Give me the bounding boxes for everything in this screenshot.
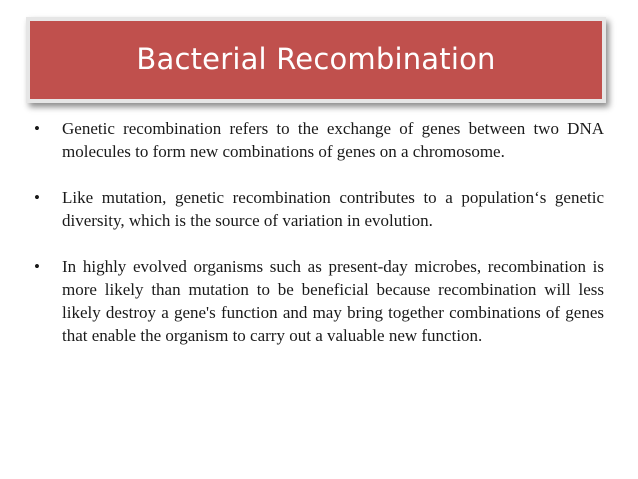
title-banner <box>26 17 606 103</box>
bullet-list <box>34 117 604 370</box>
bullet-text: In highly evolved organisms such as present-day microbes, recombination is more likely than mutation to be beneficial because recombination will less likely destroy a gene's function and may bring together combinations of genes that enable the organism to carry out a valuable new function. <box>62 257 604 345</box>
bullet-icon: • <box>34 257 40 276</box>
bullet-item <box>34 117 604 163</box>
bullet-icon: • <box>34 188 40 207</box>
slide-title: Bacterial Recombination <box>136 42 496 76</box>
bullet-item <box>34 255 604 347</box>
bullet-text: Like mutation, genetic recombination contributes to a population‘s genetic diversity, which is the source of variation in evolution. <box>62 188 604 230</box>
bullet-text: Genetic recombination refers to the exchange of genes between two DNA molecules to form new combinations of genes on a chromosome. <box>62 119 604 161</box>
bullet-item <box>34 186 604 232</box>
bullet-icon: • <box>34 119 40 138</box>
